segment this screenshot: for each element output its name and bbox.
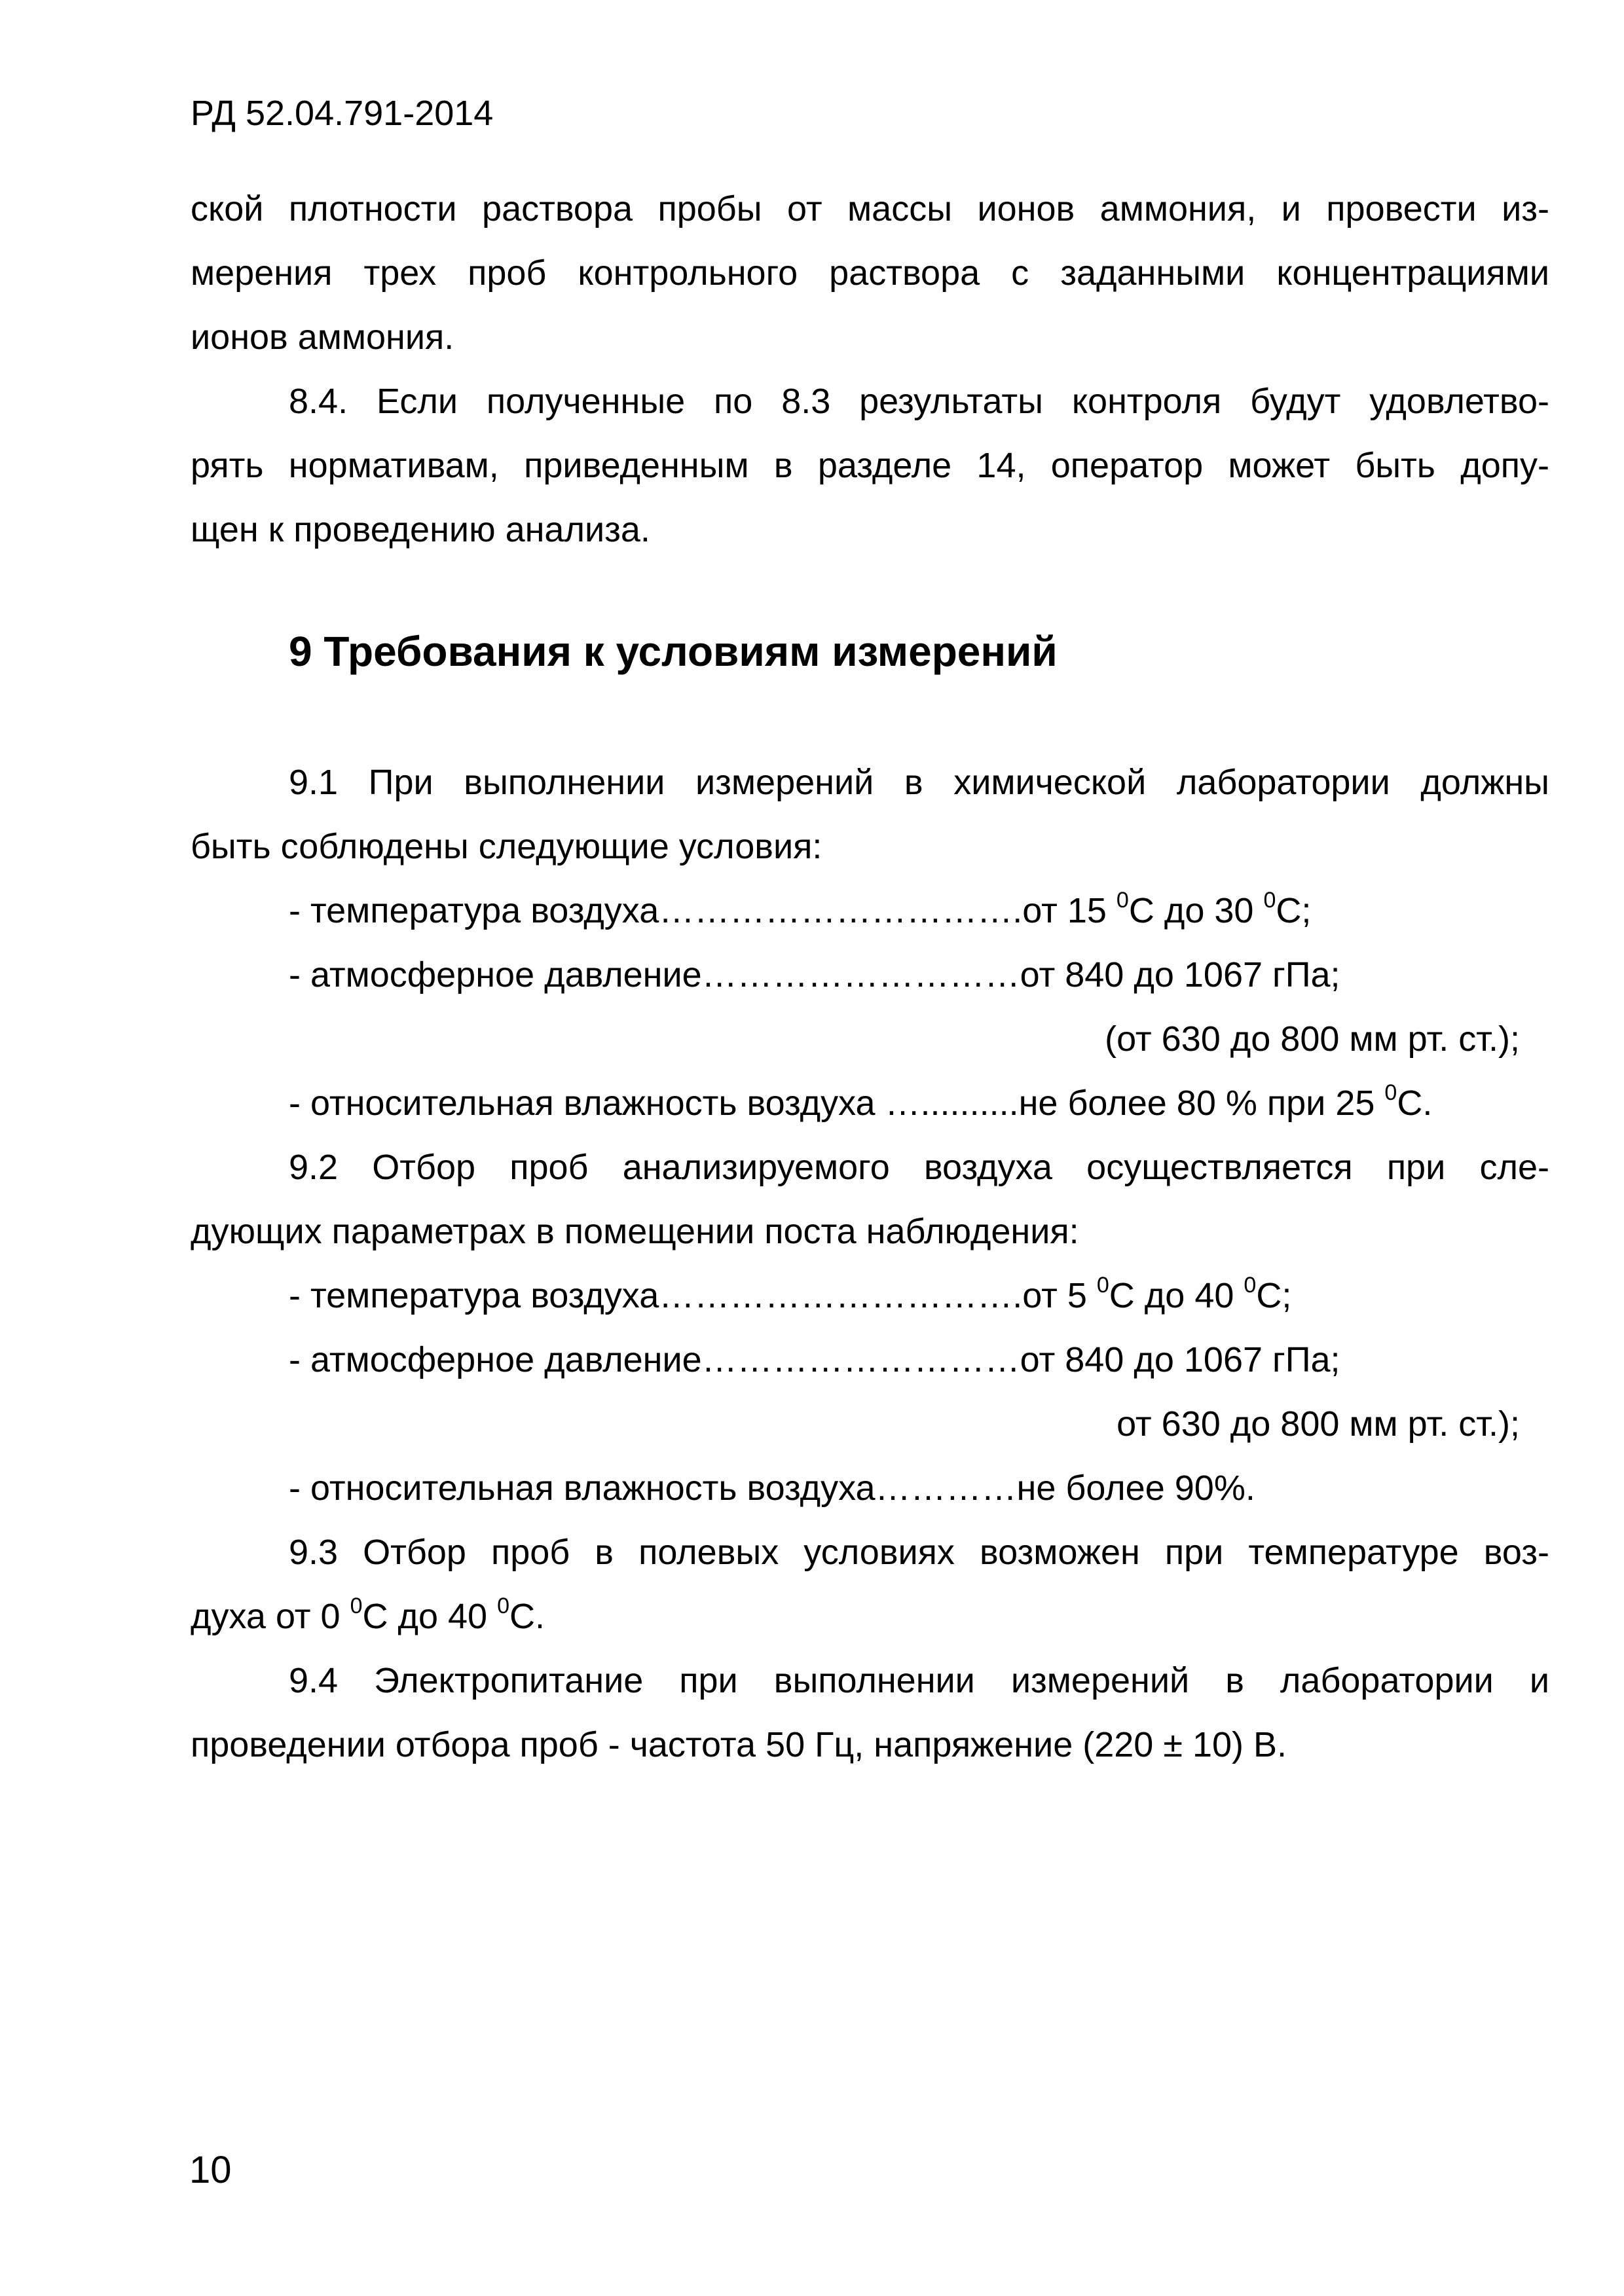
- condition-humidity-9-2: [191, 1456, 1549, 1520]
- condition-pressure-9-1: [191, 943, 1549, 1007]
- condition-temperature-9-1: [191, 879, 1549, 943]
- paragraph-text: духа от 0: [191, 1597, 350, 1636]
- condition-value: от 840 до 1067 гПа;: [1020, 1340, 1340, 1379]
- heading-gap: [191, 683, 1549, 750]
- paragraph-9-2-line-2: дующих параметрах в помещении поста наблюдения:: [191, 1212, 1079, 1251]
- condition-value: не более 80 % при 25: [1018, 1084, 1385, 1123]
- degree-mark: 0: [497, 1594, 510, 1618]
- leader-dots: …..........: [875, 1084, 1019, 1123]
- condition-pressure-mm-9-1: (от 630 до 800 мм рт. ст.);: [1105, 1019, 1520, 1059]
- paragraph-8-3-line-3: ионов аммония.: [191, 318, 454, 357]
- condition-label: - атмосферное давление: [289, 955, 702, 994]
- paragraph-8-4-line-1: 8.4. Если полученные по 8.3 результаты контроля будут удовлетво-: [289, 382, 1549, 421]
- paragraph-9-3-line-2: [191, 1584, 1549, 1649]
- section-9-heading: 9 Требования к условиям измерений: [289, 628, 1058, 675]
- paragraph-8-4-line-3: щен к проведению анализа.: [191, 510, 650, 549]
- document-body: [191, 177, 1549, 1777]
- paragraph-8-3-line-1: ской плотности раствора пробы от массы ионов аммония, и провести из-: [191, 189, 1549, 228]
- paragraph-9-1-line-2: быть соблюдены следующие условия:: [191, 827, 822, 866]
- section-gap: [191, 562, 1549, 619]
- condition-label: - температура воздуха: [289, 1276, 659, 1315]
- paragraph-9-4-line-1: 9.4 Электропитание при выполнении измерений в лаборатории и: [289, 1661, 1549, 1700]
- condition-label: - температура воздуха: [289, 891, 659, 930]
- paragraph-9-4-line-2: проведении отбора проб - частота 50 Гц, напряжение (220 ± 10) В.: [191, 1725, 1287, 1764]
- condition-value: от 840 до 1067 гПа;: [1020, 955, 1340, 994]
- paragraph-8-3-line-2: мерения трех проб контрольного раствора с заданными концентрациями: [191, 253, 1549, 293]
- degree-mark: 0: [350, 1594, 363, 1618]
- paragraph-9-3-line-1: 9.3 Отбор проб в полевых условиях возможен при температуре воз-: [289, 1533, 1549, 1572]
- document-code: РД 52.04.791-2014: [191, 94, 494, 133]
- condition-label: - атмосферное давление: [289, 1340, 702, 1379]
- paragraph-text: С.: [509, 1597, 545, 1636]
- condition-value: не более 90%.: [1016, 1468, 1255, 1508]
- condition-value: С.: [1397, 1084, 1433, 1123]
- leader-dots: ………………………: [701, 1340, 1020, 1379]
- condition-value: С;: [1256, 1276, 1292, 1315]
- paragraph-9-2-line-1: 9.2 Отбор проб анализируемого воздуха осуществляется при сле-: [289, 1148, 1549, 1187]
- leader-dots: ………………………….: [659, 891, 1023, 930]
- paragraph-9-1-line-1: 9.1 При выполнении измерений в химической лаборатории должны: [289, 763, 1549, 802]
- leader-dots: ………………………: [701, 955, 1020, 994]
- condition-pressure-mm-9-2: от 630 до 800 мм рт. ст.);: [1116, 1404, 1520, 1444]
- condition-value: С;: [1276, 891, 1312, 930]
- condition-value: С до 30: [1128, 891, 1264, 930]
- condition-humidity-9-1: [191, 1071, 1549, 1135]
- condition-value: С до 40: [1109, 1276, 1244, 1315]
- page-number: 10: [189, 2149, 232, 2191]
- leader-dots: ………………………….: [659, 1276, 1023, 1315]
- condition-value: от 5: [1022, 1276, 1097, 1315]
- degree-mark: 0: [1384, 1080, 1397, 1105]
- degree-mark: 0: [1244, 1273, 1257, 1298]
- condition-value: от 15: [1022, 891, 1116, 930]
- degree-mark: 0: [1096, 1273, 1109, 1298]
- degree-mark: 0: [1263, 888, 1276, 913]
- condition-temperature-9-2: [191, 1264, 1549, 1328]
- condition-pressure-9-2: [191, 1328, 1549, 1392]
- degree-mark: 0: [1116, 888, 1129, 913]
- condition-label: - относительная влажность воздуха: [289, 1084, 876, 1123]
- paragraph-8-4-line-2: рять нормативам, приведенным в разделе 14, оператор может быть допу-: [191, 446, 1549, 485]
- paragraph-text: С до 40: [362, 1597, 498, 1636]
- leader-dots: …………: [875, 1468, 1017, 1508]
- condition-label: - относительная влажность воздуха: [289, 1468, 876, 1508]
